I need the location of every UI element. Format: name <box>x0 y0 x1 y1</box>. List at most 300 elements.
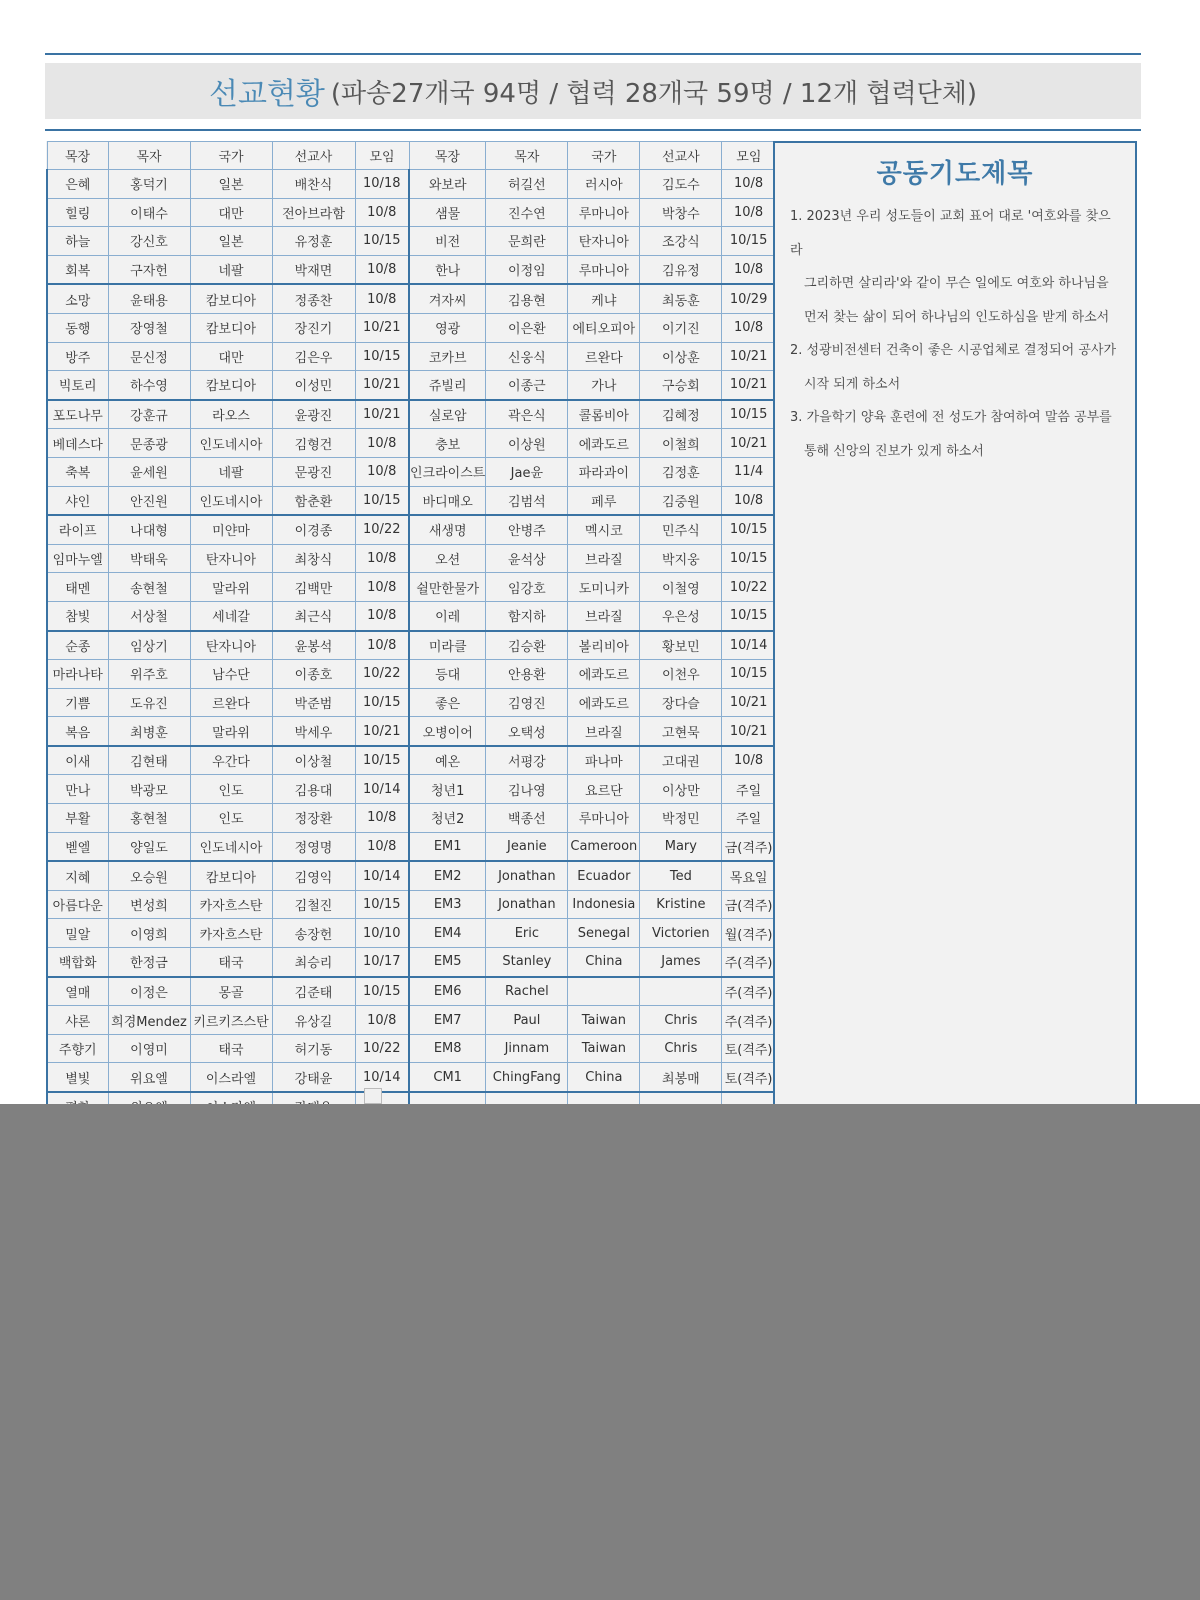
table-cell: 아름다운 <box>47 890 108 919</box>
table-cell: 최동훈 <box>640 284 722 313</box>
table-cell: 안용환 <box>486 660 568 689</box>
table-cell: 김혜정 <box>640 400 722 429</box>
table-row <box>47 977 776 1006</box>
table-cell: 캄보디아 <box>190 313 272 342</box>
table-cell: 10/8 <box>355 573 409 602</box>
table-cell: 진수연 <box>486 198 568 227</box>
table-cell: China <box>568 948 640 977</box>
table-cell: 비전 <box>409 227 486 256</box>
table-cell: 신웅식 <box>486 342 568 371</box>
table-cell: 동행 <box>47 313 108 342</box>
table-cell: 멕시코 <box>568 515 640 544</box>
table-cell: 홍덕기 <box>108 170 190 199</box>
prayer-line: 시작 되게 하소서 <box>804 376 901 392</box>
table-cell: 나대형 <box>108 515 190 544</box>
table-cell: 토(격주) <box>722 1063 776 1092</box>
table-cell: 10/14 <box>722 631 776 660</box>
table-cell: 김형건 <box>272 429 355 458</box>
table-cell: 이종근 <box>486 371 568 400</box>
table-cell: 루마니아 <box>568 804 640 833</box>
table-cell: 서평강 <box>486 746 568 775</box>
table-cell: 배찬식 <box>272 170 355 199</box>
table-cell: 10/21 <box>355 717 409 746</box>
table-row <box>47 284 776 313</box>
table-cell: 목요일 <box>722 861 776 890</box>
table-cell: 10/21 <box>355 313 409 342</box>
table-cell: 볼리비아 <box>568 631 640 660</box>
table-cell: Indonesia <box>568 890 640 919</box>
table-cell: 열매 <box>47 977 108 1006</box>
table-cell: 우간다 <box>190 746 272 775</box>
table-row <box>47 1063 776 1092</box>
table-cell: 최창식 <box>272 544 355 573</box>
table-cell: 이은환 <box>486 313 568 342</box>
table-cell: 도유진 <box>108 688 190 717</box>
table-cell: 방주 <box>47 342 108 371</box>
table-cell: 황보민 <box>640 631 722 660</box>
table-cell: 부활 <box>47 804 108 833</box>
table-cell: 한정금 <box>108 948 190 977</box>
table-cell: 고대권 <box>640 746 722 775</box>
table-cell: 이레 <box>409 601 486 630</box>
table-cell: CM1 <box>409 1063 486 1092</box>
table-cell: 이기진 <box>640 313 722 342</box>
table-cell: 일본 <box>190 227 272 256</box>
table-cell: 실로암 <box>409 400 486 429</box>
table-cell: 이성민 <box>272 371 355 400</box>
table-cell: 참빛 <box>47 601 108 630</box>
table-cell: 박태욱 <box>108 544 190 573</box>
table-cell: 포도나무 <box>47 400 108 429</box>
table-cell: 김범석 <box>486 486 568 515</box>
table-cell: Paul <box>486 1006 568 1035</box>
table-cell: 10/8 <box>722 313 776 342</box>
table-cell: 10/8 <box>355 457 409 486</box>
table-cell: 박재면 <box>272 255 355 284</box>
table-cell: 샘물 <box>409 198 486 227</box>
table-cell: 우은성 <box>640 601 722 630</box>
table-cell: 최봉매 <box>640 1063 722 1092</box>
table-cell: 10/15 <box>722 227 776 256</box>
blank-gray-area <box>0 1104 1200 1600</box>
table-cell: James <box>640 948 722 977</box>
table-cell: 임마누엘 <box>47 544 108 573</box>
table-cell: 요르단 <box>568 775 640 804</box>
table-cell: 김영익 <box>272 861 355 890</box>
middle-rule <box>45 129 1141 131</box>
table-cell: 10/22 <box>355 515 409 544</box>
table-cell: 백종선 <box>486 804 568 833</box>
column-header: 국가 <box>190 142 272 170</box>
table-cell: Taiwan <box>568 1034 640 1063</box>
table-cell: 10/22 <box>722 573 776 602</box>
page-subtitle: (파송27개국 94명 / 협력 28개국 59명 / 12개 협력단체) <box>330 78 977 109</box>
table-cell: 르완다 <box>190 688 272 717</box>
table-cell: 백합화 <box>47 948 108 977</box>
table-row <box>47 170 776 199</box>
table-row <box>47 746 776 775</box>
table-cell: 주(격주) <box>722 1006 776 1035</box>
table-cell: 지혜 <box>47 861 108 890</box>
table-cell: 브라질 <box>568 601 640 630</box>
table-cell: 회복 <box>47 255 108 284</box>
table-cell: 새생명 <box>409 515 486 544</box>
mission-table-wrap <box>46 141 777 1104</box>
table-cell: 10/8 <box>355 198 409 227</box>
table-cell: 10/14 <box>355 1063 409 1092</box>
column-header: 모임 <box>722 142 776 170</box>
table-cell: 문희란 <box>486 227 568 256</box>
table-cell: 루마니아 <box>568 198 640 227</box>
table-cell: 10/29 <box>722 284 776 313</box>
table-cell: 콜롬비아 <box>568 400 640 429</box>
table-cell: 허길선 <box>486 170 568 199</box>
table-cell: 김승환 <box>486 631 568 660</box>
table-cell: 윤태용 <box>108 284 190 313</box>
table-cell: 김영진 <box>486 688 568 717</box>
table-cell: 벧엘 <box>47 832 108 861</box>
table-cell: 임상기 <box>108 631 190 660</box>
table-cell: 박준범 <box>272 688 355 717</box>
table-cell: 10/22 <box>355 1034 409 1063</box>
table-cell: 10/15 <box>722 400 776 429</box>
table-cell: Victorien <box>640 919 722 948</box>
table-cell: 10/8 <box>355 804 409 833</box>
table-cell: 예온 <box>409 746 486 775</box>
table-cell: 김철진 <box>272 890 355 919</box>
column-header: 목자 <box>108 142 190 170</box>
page-title: 선교현황 <box>208 77 325 112</box>
column-header: 모임 <box>355 142 409 170</box>
table-cell: 인도 <box>190 775 272 804</box>
table-cell: 에티오피아 <box>568 313 640 342</box>
table-header-row <box>47 142 776 170</box>
table-row <box>47 890 776 919</box>
table-cell: 카자흐스탄 <box>190 919 272 948</box>
table-cell: 김준태 <box>272 977 355 1006</box>
table-cell: 10/8 <box>355 429 409 458</box>
table-cell: 10/8 <box>355 255 409 284</box>
table-cell: 정영명 <box>272 832 355 861</box>
table-cell: Jonathan <box>486 890 568 919</box>
table-cell: 최근식 <box>272 601 355 630</box>
table-cell: EM2 <box>409 861 486 890</box>
prayer-item <box>790 334 1121 401</box>
table-cell: 에콰도르 <box>568 660 640 689</box>
table-cell: 이종호 <box>272 660 355 689</box>
table-cell: 10/8 <box>355 544 409 573</box>
table-cell: 안진원 <box>108 486 190 515</box>
table-cell: 인도네시아 <box>190 429 272 458</box>
table-cell: Jae윤 <box>486 457 568 486</box>
table-cell: Ecuador <box>568 861 640 890</box>
table-cell: 주(격주) <box>722 948 776 977</box>
table-cell: 함춘환 <box>272 486 355 515</box>
table-cell: 10/15 <box>722 601 776 630</box>
table-cell: 10/18 <box>355 170 409 199</box>
table-cell: 탄자니아 <box>568 227 640 256</box>
table-cell: 10/8 <box>355 832 409 861</box>
table-cell: EM3 <box>409 890 486 919</box>
table-cell: 오션 <box>409 544 486 573</box>
table-body <box>47 170 776 1122</box>
table-cell: 네팔 <box>190 255 272 284</box>
prayer-list <box>775 200 1135 468</box>
table-cell: Jinnam <box>486 1034 568 1063</box>
table-cell: 주향기 <box>47 1034 108 1063</box>
table-cell: 곽은식 <box>486 400 568 429</box>
table-cell: 겨자씨 <box>409 284 486 313</box>
table-cell: 구승회 <box>640 371 722 400</box>
table-cell: 마라나타 <box>47 660 108 689</box>
table-row <box>47 601 776 630</box>
table-cell: 와보라 <box>409 170 486 199</box>
table-cell: 하늘 <box>47 227 108 256</box>
table-cell: 토(격주) <box>722 1034 776 1063</box>
table-cell: 루마니아 <box>568 255 640 284</box>
table-row <box>47 861 776 890</box>
table-row <box>47 429 776 458</box>
table-cell: Jonathan <box>486 861 568 890</box>
table-cell: 안병주 <box>486 515 568 544</box>
table-cell: Senegal <box>568 919 640 948</box>
table-cell: Eric <box>486 919 568 948</box>
table-cell: 김도수 <box>640 170 722 199</box>
table-cell: 파나마 <box>568 746 640 775</box>
table-cell: 10/14 <box>355 775 409 804</box>
table-cell: 문광진 <box>272 457 355 486</box>
table-cell: Kristine <box>640 890 722 919</box>
table-cell: 베데스다 <box>47 429 108 458</box>
table-cell: 페루 <box>568 486 640 515</box>
table-cell: 별빛 <box>47 1063 108 1092</box>
table-cell: 오병이어 <box>409 717 486 746</box>
table-cell: 탄자니아 <box>190 631 272 660</box>
table-cell: 장다슬 <box>640 688 722 717</box>
table-cell: 캄보디아 <box>190 861 272 890</box>
table-cell: 10/8 <box>722 746 776 775</box>
table-cell: 10/15 <box>722 515 776 544</box>
table-cell: 10/15 <box>355 486 409 515</box>
table-cell: 주(격주) <box>722 977 776 1006</box>
table-cell: 캄보디아 <box>190 371 272 400</box>
table-cell: 10/21 <box>722 688 776 717</box>
table-cell: 이상원 <box>486 429 568 458</box>
table-cell: 10/8 <box>722 170 776 199</box>
table-cell: 캄보디아 <box>190 284 272 313</box>
table-cell: 10/21 <box>722 429 776 458</box>
table-cell: 10/14 <box>355 861 409 890</box>
table-cell: 김유정 <box>640 255 722 284</box>
table-cell: 양일도 <box>108 832 190 861</box>
table-cell: Chris <box>640 1034 722 1063</box>
table-row <box>47 660 776 689</box>
table-cell: 10/15 <box>355 890 409 919</box>
table-cell: Cameroon <box>568 832 640 861</box>
table-cell: 탄자니아 <box>190 544 272 573</box>
table-row <box>47 457 776 486</box>
prayer-item <box>790 401 1121 468</box>
table-cell: 키르키즈스탄 <box>190 1006 272 1035</box>
table-cell: 10/8 <box>722 486 776 515</box>
table-cell: ChingFang <box>486 1063 568 1092</box>
table-cell: 최병훈 <box>108 717 190 746</box>
table-cell: 몽골 <box>190 977 272 1006</box>
prayer-panel <box>773 141 1137 1104</box>
table-cell: 함지하 <box>486 601 568 630</box>
table-cell: 청년1 <box>409 775 486 804</box>
table-cell: 힐링 <box>47 198 108 227</box>
table-cell: 10/8 <box>355 1006 409 1035</box>
table-cell: 전아브라함 <box>272 198 355 227</box>
table-cell <box>640 977 722 1006</box>
table-cell: 민주식 <box>640 515 722 544</box>
table-cell: 문신정 <box>108 342 190 371</box>
top-rule <box>45 53 1141 55</box>
table-cell: 도미니카 <box>568 573 640 602</box>
table-cell: 등대 <box>409 660 486 689</box>
table-cell: 좋은 <box>409 688 486 717</box>
table-cell: 희경Mendez <box>108 1006 190 1035</box>
table-cell: 은혜 <box>47 170 108 199</box>
table-cell: 위요엘 <box>108 1063 190 1092</box>
table-cell: 임강호 <box>486 573 568 602</box>
table-cell: 10/10 <box>355 919 409 948</box>
table-cell: 위주호 <box>108 660 190 689</box>
table-cell: 네팔 <box>190 457 272 486</box>
table-cell: Rachel <box>486 977 568 1006</box>
table-cell: 인도 <box>190 804 272 833</box>
table-cell: 한나 <box>409 255 486 284</box>
table-cell: 김용현 <box>486 284 568 313</box>
column-header: 목장 <box>47 142 108 170</box>
table-cell: 빅토리 <box>47 371 108 400</box>
table-cell: 이철영 <box>640 573 722 602</box>
table-cell: 하수영 <box>108 371 190 400</box>
table-cell: 윤석상 <box>486 544 568 573</box>
table-cell: 이상훈 <box>640 342 722 371</box>
table-row <box>47 948 776 977</box>
table-cell: 10/21 <box>722 371 776 400</box>
table-row <box>47 832 776 861</box>
table-cell: 장영철 <box>108 313 190 342</box>
table-row <box>47 486 776 515</box>
table-cell: 주일 <box>722 775 776 804</box>
table-cell: EM7 <box>409 1006 486 1035</box>
column-header: 국가 <box>568 142 640 170</box>
table-cell: 브라질 <box>568 544 640 573</box>
prayer-line: 3. 가을학기 양육 훈련에 전 성도가 참여하여 말씀 공부를 <box>790 410 1112 425</box>
table-row <box>47 544 776 573</box>
table-cell: 파라과이 <box>568 457 640 486</box>
table-cell: 에콰도르 <box>568 688 640 717</box>
broken-image-icon <box>364 1088 382 1104</box>
table-cell: 10/15 <box>722 660 776 689</box>
mission-table <box>46 141 777 1122</box>
table-cell: 10/8 <box>355 284 409 313</box>
table-cell: 10/15 <box>722 544 776 573</box>
table-cell: 이경종 <box>272 515 355 544</box>
table-cell: 주일 <box>722 804 776 833</box>
table-cell: 금(격주) <box>722 832 776 861</box>
table-cell: 이천우 <box>640 660 722 689</box>
table-cell: 라오스 <box>190 400 272 429</box>
table-cell: 유상길 <box>272 1006 355 1035</box>
table-cell: 쉴만한물가 <box>409 573 486 602</box>
table-cell: EM6 <box>409 977 486 1006</box>
table-cell: 말라위 <box>190 717 272 746</box>
table-cell: 10/22 <box>355 660 409 689</box>
table-cell: 박세우 <box>272 717 355 746</box>
table-cell: 샤론 <box>47 1006 108 1035</box>
table-cell: EM5 <box>409 948 486 977</box>
table-cell: 10/17 <box>355 948 409 977</box>
table-cell: 김현태 <box>108 746 190 775</box>
table-row <box>47 227 776 256</box>
table-cell: 10/8 <box>722 255 776 284</box>
table-cell <box>568 977 640 1006</box>
table-cell: 10/15 <box>355 227 409 256</box>
table-cell: 영광 <box>409 313 486 342</box>
table-cell: 이스라엘 <box>190 1063 272 1092</box>
table-cell: 홍현철 <box>108 804 190 833</box>
table-cell: 이철희 <box>640 429 722 458</box>
table-cell: 김은우 <box>272 342 355 371</box>
table-cell: 인도네시아 <box>190 486 272 515</box>
table-row <box>47 573 776 602</box>
table-cell: 복음 <box>47 717 108 746</box>
table-cell: EM1 <box>409 832 486 861</box>
table-cell: 10/15 <box>355 688 409 717</box>
column-header: 선교사 <box>640 142 722 170</box>
table-cell: 이상만 <box>640 775 722 804</box>
table-cell: 소망 <box>47 284 108 313</box>
table-cell: 구자헌 <box>108 255 190 284</box>
table-cell: 가나 <box>568 371 640 400</box>
table-cell: 김백만 <box>272 573 355 602</box>
table-cell: 인크라이스트 <box>409 457 486 486</box>
table-row <box>47 1034 776 1063</box>
column-header: 목자 <box>486 142 568 170</box>
table-cell: 순종 <box>47 631 108 660</box>
table-row <box>47 515 776 544</box>
table-cell: EM4 <box>409 919 486 948</box>
table-cell: 이태수 <box>108 198 190 227</box>
table-cell: Chris <box>640 1006 722 1035</box>
table-row <box>47 255 776 284</box>
table-cell: 송장헌 <box>272 919 355 948</box>
table-cell: 대만 <box>190 198 272 227</box>
table-cell: 이새 <box>47 746 108 775</box>
table-cell: 이영미 <box>108 1034 190 1063</box>
table-cell: 샤인 <box>47 486 108 515</box>
table-cell: 10/8 <box>355 631 409 660</box>
column-header: 목장 <box>409 142 486 170</box>
table-cell: 10/21 <box>355 371 409 400</box>
table-row <box>47 371 776 400</box>
table-cell: 남수단 <box>190 660 272 689</box>
table-cell: 11/4 <box>722 457 776 486</box>
table-cell: 이정은 <box>108 977 190 1006</box>
table-cell: 케냐 <box>568 284 640 313</box>
prayer-item <box>790 200 1121 334</box>
table-cell: EM8 <box>409 1034 486 1063</box>
table-cell: Taiwan <box>568 1006 640 1035</box>
table-cell: 10/15 <box>355 746 409 775</box>
table-cell: 미라클 <box>409 631 486 660</box>
table-cell: Ted <box>640 861 722 890</box>
table-cell: 강태윤 <box>272 1063 355 1092</box>
